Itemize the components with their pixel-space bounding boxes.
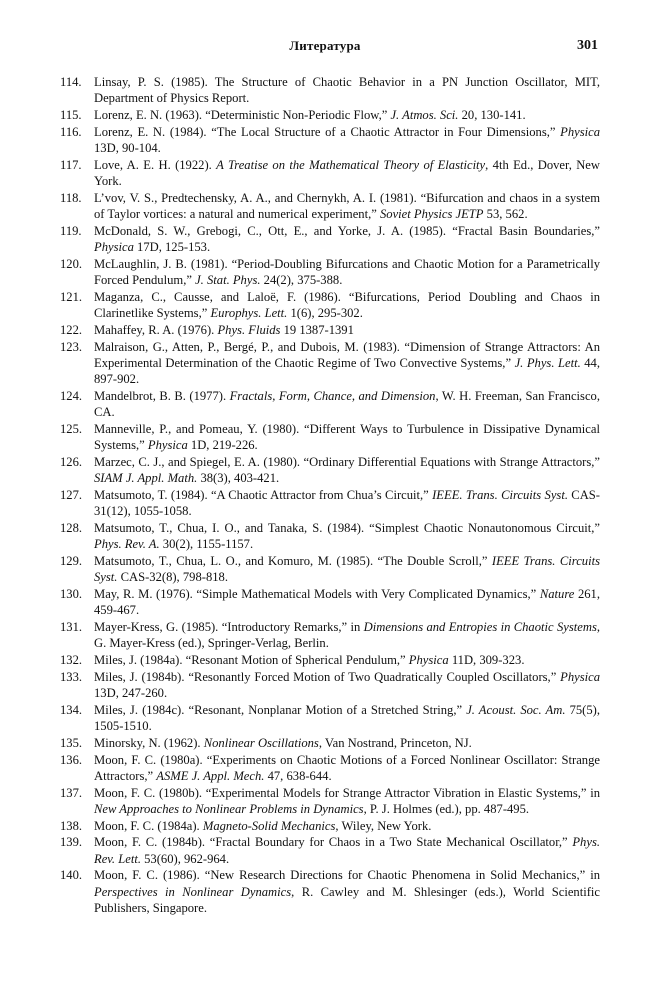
reference-text-segment: Linsay, P. S. (1985). The Structure of Chaotic Behavior in a PN Junction Oscillator, MIT, Department of Physics Report.	[94, 75, 600, 106]
reference-source-title: Physica	[408, 652, 449, 667]
reference-text	[94, 735, 600, 751]
reference-text	[94, 339, 600, 387]
reference-source-title: Dimensions and Entropies in Chaotic Systems	[363, 619, 597, 634]
reference-number: 132.	[60, 652, 83, 667]
reference-text-segment: Miles, J. (1984b). “Resonantly Forced Motion of Two Quadratically Coupled Oscillators,”	[94, 669, 561, 684]
reference-text-segment: Mayer-Kress, G. (1985). “Introductory Remarks,” in	[94, 619, 364, 634]
reference-entry	[60, 867, 600, 915]
reference-text-segment: CAS-31(12), 1055-1058.	[94, 487, 601, 518]
reference-entry	[60, 586, 600, 618]
reference-text	[94, 586, 600, 618]
reference-number: 125.	[60, 421, 83, 436]
reference-number: 126.	[60, 454, 83, 469]
reference-text-segment: Marzec, C. J., and Spiegel, E. A. (1980). “Ordinary Differential Equations with Strange Attractors,”	[94, 454, 600, 469]
reference-source-title: J. Atmos. Sci.	[390, 108, 459, 122]
reference-number: 138.	[60, 818, 83, 833]
reference-source-title: New Approaches to Nonlinear Problems in Dynamics	[94, 801, 364, 816]
reference-text-segment: CAS-32(8), 798-818.	[117, 570, 228, 584]
reference-text-segment: , W. H. Freeman, San Francisco, CA.	[94, 388, 600, 419]
reference-text-segment: Love, A. E. H. (1922).	[94, 157, 217, 172]
reference-entry	[60, 619, 600, 651]
reference-entry	[60, 735, 600, 751]
reference-text	[94, 785, 600, 817]
reference-text-segment: Mandelbrot, B. B. (1977).	[94, 388, 230, 403]
reference-text-segment: McLaughlin, J. B. (1981). “Period-Doubling Bifurcations and Chaotic Motion for a Parametrically Forced Pendulum,”	[94, 256, 600, 287]
reference-text-segment: 11D, 309-323.	[448, 652, 525, 667]
reference-text-segment: , R. Cawley and M. Shlesinger (eds.), World Scientific Publishers, Singapore.	[94, 884, 600, 915]
reference-number: 122.	[60, 322, 83, 337]
reference-number: 121.	[60, 289, 83, 304]
reference-number: 136.	[60, 752, 83, 767]
reference-text-segment: 30(2), 1155-1157.	[159, 537, 254, 551]
reference-text	[94, 553, 600, 585]
reference-text	[94, 702, 600, 734]
reference-text	[94, 867, 600, 915]
reference-text	[94, 834, 600, 866]
reference-source-title: A Treatise on the Mathematical Theory of Elasticity	[216, 157, 486, 172]
reference-number: 135.	[60, 735, 83, 750]
reference-text	[94, 157, 600, 189]
reference-list	[60, 74, 600, 917]
reference-text-segment: Miles, J. (1984a). “Resonant Motion of Spherical Pendulum,”	[94, 652, 409, 667]
reference-source-title: J. Phys. Lett.	[514, 355, 581, 370]
reference-number: 131.	[60, 619, 83, 634]
reference-text	[94, 289, 600, 321]
reference-entry	[60, 520, 600, 552]
reference-text-segment: Matsumoto, T., Chua, L. O., and Komuro, M. (1985). “The Double Scroll,”	[94, 553, 492, 568]
reference-text-segment: 17D, 125-153.	[133, 240, 211, 254]
reference-number: 118.	[60, 190, 82, 205]
reference-source-title: Phys. Rev. A.	[94, 537, 160, 551]
reference-entry	[60, 702, 600, 734]
reference-text	[94, 520, 600, 552]
reference-text-segment: 53(60), 962-964.	[140, 851, 230, 866]
reference-entry	[60, 421, 600, 453]
reference-text-segment: Lorenz, E. N. (1963). “Deterministic Non-Periodic Flow,”	[94, 108, 391, 122]
reference-number: 134.	[60, 702, 83, 717]
reference-text-segment: 75(5), 1505-1510.	[94, 702, 601, 733]
reference-text-segment: 47, 638-644.	[264, 768, 332, 783]
reference-entry	[60, 818, 600, 834]
running-head	[0, 38, 650, 58]
reference-number: 115.	[60, 108, 82, 122]
reference-source-title: SIAM J. Appl. Math.	[94, 471, 198, 485]
reference-text-segment: Moon, F. C. (1984b). “Fractal Boundary for Chaos in a Two State Mechanical Oscillator,”	[94, 835, 573, 850]
reference-number: 139.	[60, 835, 83, 850]
reference-entry	[60, 388, 600, 420]
reference-text	[94, 421, 600, 453]
reference-number: 120.	[60, 256, 83, 271]
reference-text-segment: 261, 459-467.	[94, 586, 600, 617]
reference-entry	[60, 256, 600, 288]
reference-number: 130.	[60, 586, 83, 601]
reference-number: 114.	[60, 75, 82, 89]
reference-text-segment: Moon, F. C. (1980b). “Experimental Models for Strange Attractor Vibration in Elastic Systems,” in	[94, 785, 600, 800]
reference-number: 119.	[60, 223, 82, 238]
reference-entry	[60, 487, 600, 519]
reference-text-segment: Manneville, P., and Pomeau, Y. (1980). “Different Ways to Turbulence in Dissipative Dynamical Systems,”	[94, 421, 600, 452]
reference-text-segment: Mahaffey, R. A. (1976).	[94, 322, 218, 337]
running-title: Литература	[289, 38, 361, 53]
reference-text-segment: Minorsky, N. (1962).	[94, 735, 204, 750]
reference-text-segment: 44, 897-902.	[94, 355, 600, 386]
reference-text-segment: 53, 562.	[483, 207, 528, 221]
reference-source-title: Nonlinear Oscillations	[203, 735, 319, 750]
reference-text-segment: Matsumoto, T., Chua, I. O., and Tanaka, S. (1984). “Simplest Chaotic Nonautonomous Circuit,”	[94, 520, 600, 535]
page-number: 301	[577, 38, 598, 53]
reference-entry	[60, 190, 600, 222]
reference-source-title: Phys. Rev. Lett.	[94, 835, 600, 866]
reference-text-segment: Moon, F. C. (1980a). “Experiments on Chaotic Motions of a Forced Nonlinear Oscillator: Strange Attractors,”	[94, 752, 600, 783]
reference-number: 140.	[60, 868, 83, 883]
reference-number: 116.	[60, 124, 82, 139]
reference-text-segment: Matsumoto, T. (1984). “A Chaotic Attractor from Chua’s Circuit,”	[94, 487, 433, 502]
reference-source-title: Phys. Fluids	[217, 322, 281, 337]
reference-text-segment: Maganza, C., Causse, and Laloë, F. (1986). “Bifurcations, Period Doubling and Chaos in Clarinetlike Systems,”	[94, 289, 600, 320]
reference-text-segment: 24(2), 375-388.	[260, 273, 343, 287]
reference-text	[94, 124, 600, 156]
reference-entry	[60, 652, 600, 668]
reference-text	[94, 818, 600, 834]
reference-number: 128.	[60, 520, 83, 535]
reference-text-segment: 1(6), 295-302.	[287, 306, 363, 320]
reference-entry	[60, 834, 600, 866]
reference-source-title: Physica	[560, 124, 600, 139]
reference-number: 129.	[60, 553, 83, 568]
reference-text	[94, 256, 600, 288]
reference-text	[94, 652, 600, 668]
reference-text	[94, 388, 600, 420]
reference-text	[94, 223, 600, 255]
reference-text	[94, 190, 600, 222]
reference-text-segment: 13D, 247-260.	[94, 685, 168, 700]
reference-text-segment: , Van Nostrand, Princeton, NJ.	[318, 735, 472, 750]
reference-source-title: Europhys. Lett.	[210, 306, 288, 320]
reference-text-segment: May, R. M. (1976). “Simple Mathematical Models with Very Complicated Dynamics,”	[94, 586, 540, 601]
reference-text	[94, 107, 600, 123]
reference-entry	[60, 289, 600, 321]
reference-source-title: Soviet Physics JETP	[379, 207, 484, 221]
reference-source-title: Magneto-Solid Mechanics	[202, 818, 336, 833]
reference-text	[94, 322, 600, 338]
reference-entry	[60, 553, 600, 585]
reference-entry	[60, 785, 600, 817]
reference-text	[94, 74, 600, 106]
reference-text	[94, 487, 600, 519]
reference-source-title: IEEE. Trans. Circuits Syst.	[432, 487, 568, 502]
reference-entry	[60, 223, 600, 255]
reference-text-segment: , P. J. Holmes (ed.), pp. 487-495.	[363, 801, 530, 816]
reference-text	[94, 669, 600, 701]
reference-entry	[60, 74, 600, 106]
reference-number: 133.	[60, 669, 83, 684]
reference-source-title: Perspectives in Nonlinear Dynamics	[94, 884, 292, 899]
reference-number: 117.	[60, 157, 82, 172]
reference-text-segment: 20, 130-141.	[458, 108, 526, 122]
reference-source-title: J. Acoust. Soc. Am.	[466, 702, 566, 717]
reference-entry	[60, 322, 600, 338]
reference-text-segment: 13D, 90-104.	[94, 141, 161, 155]
reference-source-title: Physica	[560, 669, 600, 684]
reference-text-segment: Miles, J. (1984c). “Resonant, Nonplanar Motion of a Stretched String,”	[94, 702, 467, 717]
reference-source-title: J. Stat. Phys.	[195, 273, 261, 287]
reference-text-segment: 1D, 219-226.	[187, 438, 258, 452]
reference-text-segment: , G. Mayer-Kress (ed.), Springer-Verlag, Berlin.	[94, 619, 601, 650]
reference-source-title: Physica	[147, 438, 188, 452]
reference-number: 123.	[60, 339, 83, 354]
reference-text	[94, 454, 600, 486]
reference-entry	[60, 669, 600, 701]
reference-text-segment: Lorenz, E. N. (1984). “The Local Structure of a Chaotic Attractor in Four Dimensions,”	[94, 124, 561, 139]
reference-text-segment: 19 1387-1391	[280, 322, 354, 337]
reference-text	[94, 752, 600, 784]
reference-entry	[60, 454, 600, 486]
reference-text-segment: , Wiley, New York.	[335, 818, 432, 833]
reference-text-segment: , 4th Ed., Dover, New York.	[94, 157, 600, 188]
reference-source-title: Physica	[94, 240, 134, 254]
reference-text-segment: Moon, F. C. (1986). “New Research Directions for Chaotic Phenomena in Solid Mechanics,” in	[94, 868, 600, 883]
reference-text-segment: 38(3), 403-421.	[197, 471, 280, 485]
reference-text-segment: Moon, F. C. (1984a).	[94, 818, 203, 833]
reference-text-segment: L’vov, V. S., Predtechensky, A. A., and Chernykh, A. I. (1981). “Bifurcation and chaos in a system of Taylor vortices: a natural and numerical experiment,”	[94, 190, 600, 221]
reference-entry	[60, 157, 600, 189]
reference-source-title: ASME J. Appl. Mech.	[156, 768, 265, 783]
reference-entry	[60, 124, 600, 156]
reference-source-title: Nature	[539, 586, 575, 601]
reference-entry	[60, 752, 600, 784]
reference-text-segment: McDonald, S. W., Grebogi, C., Ott, E., and Yorke, J. A. (1985). “Fractal Basin Boundaries,”	[94, 223, 600, 238]
reference-number: 137.	[60, 785, 83, 800]
reference-text-segment: Malraison, G., Atten, P., Bergé, P., and Dubois, M. (1983). “Dimension of Strange Attractors: An Experimental Determination of the Chaotic Regime of Two Convective Systems,”	[94, 339, 600, 370]
reference-source-title: Fractals, Form, Chance, and Dimension	[229, 388, 436, 403]
reference-entry	[60, 339, 600, 387]
reference-text	[94, 619, 600, 651]
reference-number: 124.	[60, 388, 83, 403]
reference-source-title: IEEE Trans. Circuits Syst.	[94, 553, 600, 584]
reference-entry	[60, 107, 600, 123]
reference-number: 127.	[60, 487, 83, 502]
